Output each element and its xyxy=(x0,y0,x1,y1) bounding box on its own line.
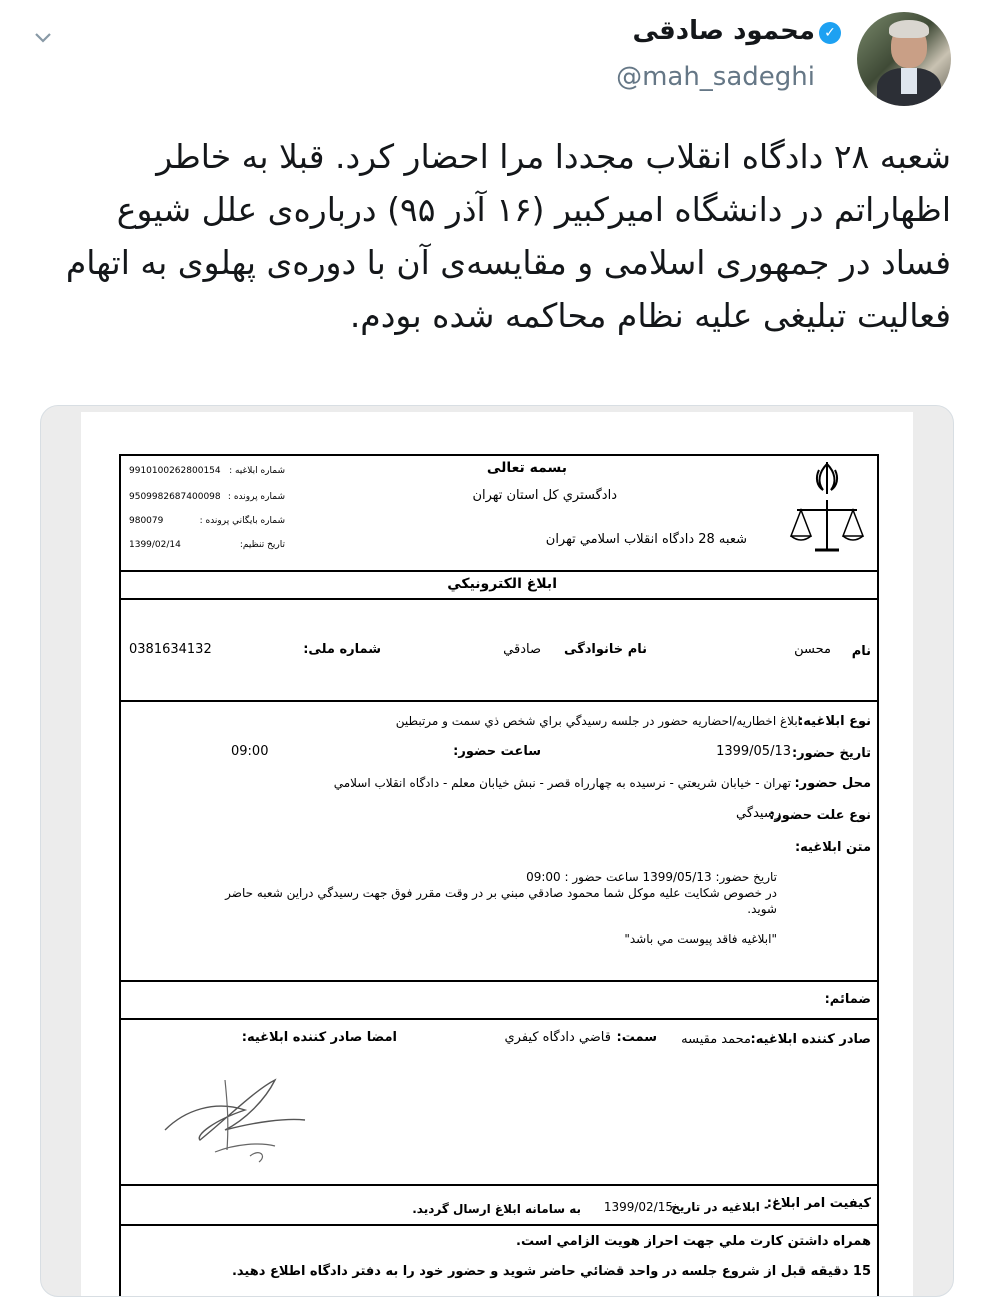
body-line-3: شويد. xyxy=(747,902,777,916)
delivery-date: 1399/02/15 xyxy=(603,1200,673,1214)
reason-label: نوع علت حضور: xyxy=(769,808,871,823)
issuer-label: صادر كننده ابلاغيه: xyxy=(750,1032,871,1047)
document-page xyxy=(81,412,913,1297)
national-id-value: 0381634132 xyxy=(129,642,212,657)
meta-notice-no-value: 9910100262800154 xyxy=(129,466,221,476)
avatar[interactable] xyxy=(857,12,951,106)
national-id-label: شماره ملی: xyxy=(303,642,381,657)
verified-badge-icon: ✓ xyxy=(819,22,841,44)
court-general: دادگستري كل استان تهران xyxy=(472,488,617,503)
meta-case-no-label: شماره پرونده : xyxy=(227,492,285,502)
avatar-hair xyxy=(889,20,929,38)
divider xyxy=(121,570,877,572)
meta-case-no-value: 9509982687400098 xyxy=(129,492,221,502)
iran-emblem-scales-icon xyxy=(787,458,867,558)
reason-value: رسيدگي xyxy=(736,806,781,821)
place-label: محل حضور: xyxy=(794,776,871,791)
attendance-time-value: 09:00 xyxy=(231,744,269,759)
note-arrive-early: 15 دقيقه قبل از شروع جلسه در واحد قضائي حاضر شويد و حضور خود را به دفتر دادگاه اطلاع دهيد. xyxy=(231,1264,871,1279)
issuer-value: محمد مقيسه xyxy=(681,1032,751,1047)
tweet-text: شعبه ۲۸ دادگاه انقلاب مجددا مرا احضار کرد. قبلا به خاطر اظهاراتم در دانشگاه امیرکبیر (۱۶ آذر ۹۵) درباره‌ی علل شیوع فساد در جمهوری اسلامی و مقایسه‌ی آن با دوره‌ی پهلوی به اتهام فعالیت تبلیغی علیه نظام محاکمه شده بودم. xyxy=(65,137,951,335)
place-value: تهران - خيابان شريعتي - نرسيده به چهارراه قصر - نبش خيابان معلم - دادگاه انقلاب اسلامي xyxy=(333,776,791,790)
tweet-media-card[interactable] xyxy=(40,405,954,1297)
meta-archive-no-label: شماره بايگاني پرونده : xyxy=(199,516,285,526)
signature-image xyxy=(155,1060,325,1180)
attachments-label: ضمائم: xyxy=(824,992,871,1007)
divider xyxy=(121,1184,877,1186)
person-family-label: نام خانوادگی xyxy=(564,642,647,657)
attendance-time-label: ساعت حضور: xyxy=(453,744,541,759)
person-family-value: صادقي xyxy=(503,642,541,657)
meta-date-value: 1399/02/14 xyxy=(129,540,181,550)
divider xyxy=(121,700,877,702)
role-value: قاضي دادگاه كيفري xyxy=(504,1030,611,1045)
avatar-shirt xyxy=(901,68,917,94)
attendance-date-value: 1399/05/13 xyxy=(716,744,791,759)
attendance-date-label: تاريخ حضور: xyxy=(791,746,871,761)
note-id-card: همراه داشتن كارت ملي جهت احراز هويت الزامي است. xyxy=(516,1234,871,1249)
divider xyxy=(121,1018,877,1020)
body-line-4: "ابلاغيه فاقد پيوست مي باشد" xyxy=(624,932,777,946)
meta-archive-no-value: 980079 xyxy=(129,516,164,526)
delivery-prefix: - ابلاغيه در تاريخ xyxy=(671,1200,769,1214)
body-line-2: در خصوص شكايت عليه موكل شما محمود صادقي مبني بر در وقت مقرر فوق جهت رسيدگي دراين شعبه حاضر xyxy=(225,886,777,900)
notice-type-value: ابلاغ اخطاريه/احضاريه حضور در جلسه رسيدگي براي شخص ذي سمت و مرتبطين xyxy=(395,714,801,728)
delivery-suffix: به سامانه ابلاغ ارسال گرديد. xyxy=(412,1202,581,1216)
meta-notice-no-label: شماره ابلاغيه : xyxy=(229,466,285,476)
divider xyxy=(121,1224,877,1226)
tweet-header xyxy=(0,0,993,120)
court-branch: شعبه 28 دادگاه انقلاب اسلامي تهران xyxy=(545,532,747,547)
notice-type-label: نوع ابلاغيه: xyxy=(798,714,871,729)
divider xyxy=(121,598,877,600)
person-name-label: نام xyxy=(851,644,871,659)
bismillah: بسمه تعالی xyxy=(486,460,567,476)
username[interactable]: @mah_sadeghi xyxy=(616,62,815,92)
display-name[interactable]: محمود صادقی xyxy=(632,16,815,46)
document-title: ابلاغ الكترونيكي xyxy=(447,576,557,592)
chevron-down-icon[interactable] xyxy=(32,26,54,48)
meta-date-label: تاريخ تنظيم: xyxy=(239,540,285,550)
document-frame xyxy=(119,454,879,1297)
divider xyxy=(121,980,877,982)
signature-label: امضا صادر كننده ابلاغيه: xyxy=(241,1030,397,1045)
person-name-value: محسن xyxy=(794,642,831,657)
delivery-label: كيفيت امر ابلاغ: xyxy=(766,1196,871,1211)
body-label: متن ابلاغيه: xyxy=(794,840,871,855)
body-line-1: تاريخ حضور: 1399/05/13 ساعت حضور : 09:00 xyxy=(526,870,777,884)
role-label: سمت: xyxy=(616,1030,657,1045)
